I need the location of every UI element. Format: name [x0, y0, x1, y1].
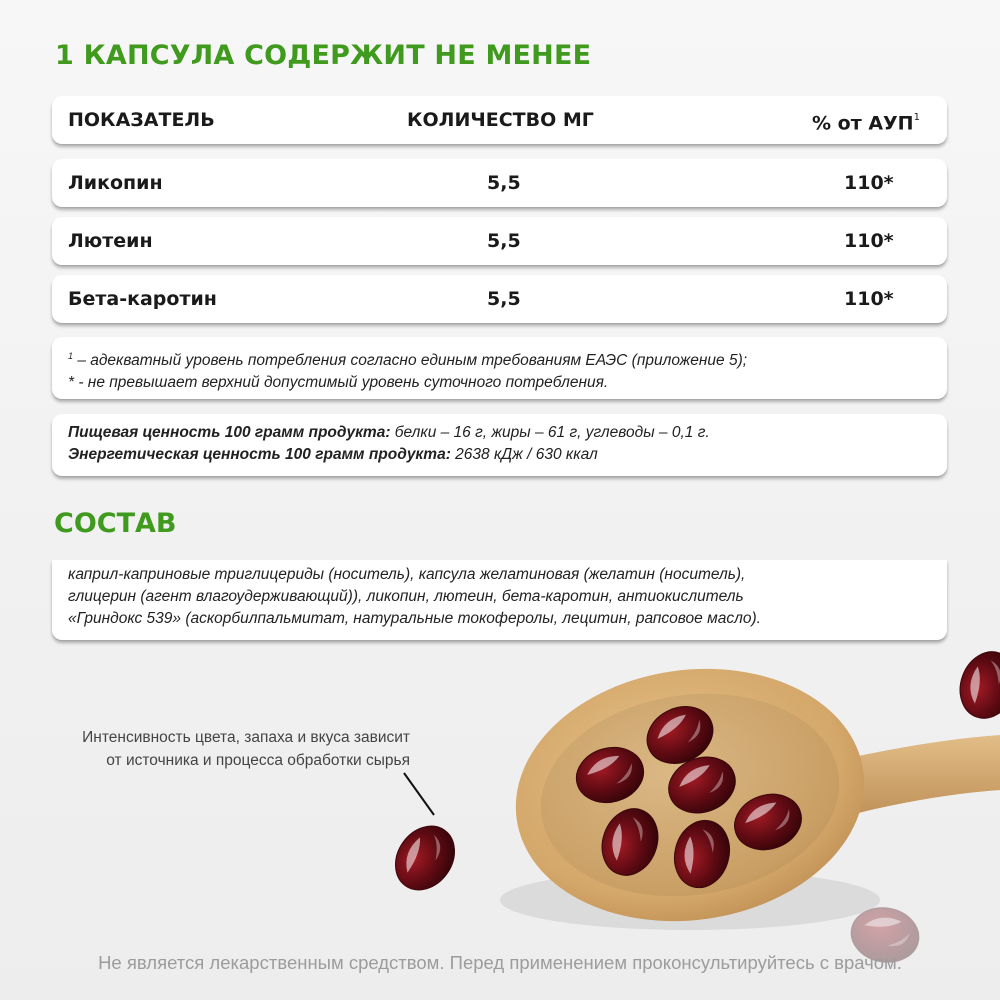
composition-card	[52, 560, 947, 640]
row-amount: 5,5	[487, 172, 521, 194]
composition-line: «Гриндокс 539» (аскорбилпальмитат, натуральные токоферолы, лецитин, рапсовое масло).	[68, 610, 761, 627]
row-amount: 5,5	[487, 230, 521, 252]
footnotes-card	[52, 337, 947, 399]
caption-line: Интенсивность цвета, запаха и вкуса зависит	[82, 729, 410, 746]
row-name: Лютеин	[68, 230, 153, 252]
disclaimer: Не является лекарственным средством. Перед применением проконсультируйтесь с врачом.	[98, 952, 902, 973]
energy-value: Энергетическая ценность 100 грамм продукта: 2638 кДж / 630 ккал	[68, 446, 598, 463]
capsule-icon	[951, 644, 1000, 726]
nutrition-card	[52, 414, 947, 476]
caption-pointer	[404, 773, 434, 815]
composition-title: СОСТАВ	[54, 508, 177, 539]
row-percent: 110*	[844, 172, 894, 194]
footnote-2: * - не превышает верхний допустимый уровень суточного потребления.	[68, 374, 609, 392]
table-header	[52, 96, 947, 144]
footnote-1: $^1$ – адекватный уровень потребления согласно единым требованиям ЕАЭС (приложение 5);	[68, 351, 748, 370]
footnote-mark: 1	[913, 112, 920, 123]
page-title: 1 КАПСУЛА СОДЕРЖИТ НЕ МЕНЕЕ	[55, 40, 592, 71]
table-row	[52, 217, 947, 265]
table-row	[52, 275, 947, 323]
spoon-capsules-illustration	[0, 640, 1000, 1000]
row-amount: 5,5	[487, 288, 521, 310]
header-indicator: ПОКАЗАТЕЛЬ	[68, 109, 215, 131]
spoon-handle	[840, 735, 1000, 815]
caption-line: от источника и процесса обработки сырья	[106, 752, 410, 769]
row-percent: 110*	[844, 288, 894, 310]
header-percent: % от АУП$^1$	[812, 112, 920, 135]
capsule-icon	[383, 815, 466, 902]
caption	[0, 726, 410, 772]
row-name: Бета-каротин	[68, 288, 217, 310]
row-name: Ликопин	[68, 172, 163, 194]
header-amount: КОЛИЧЕСТВО МГ	[407, 109, 594, 131]
table-row	[52, 159, 947, 207]
composition-line: каприл-каприновые триглицериды (носитель), капсула желатиновая (желатин (носитель),	[68, 566, 746, 583]
row-percent: 110*	[844, 230, 894, 252]
composition-line: глицерин (агент влагоудерживающий)), ликопин, лютеин, бета-каротин, антиокислитель	[68, 588, 744, 605]
nutrition-value: Пищевая ценность 100 грамм продукта: белки – 16 г, жиры – 61 г, углеводы – 0,1 г.	[68, 424, 710, 441]
